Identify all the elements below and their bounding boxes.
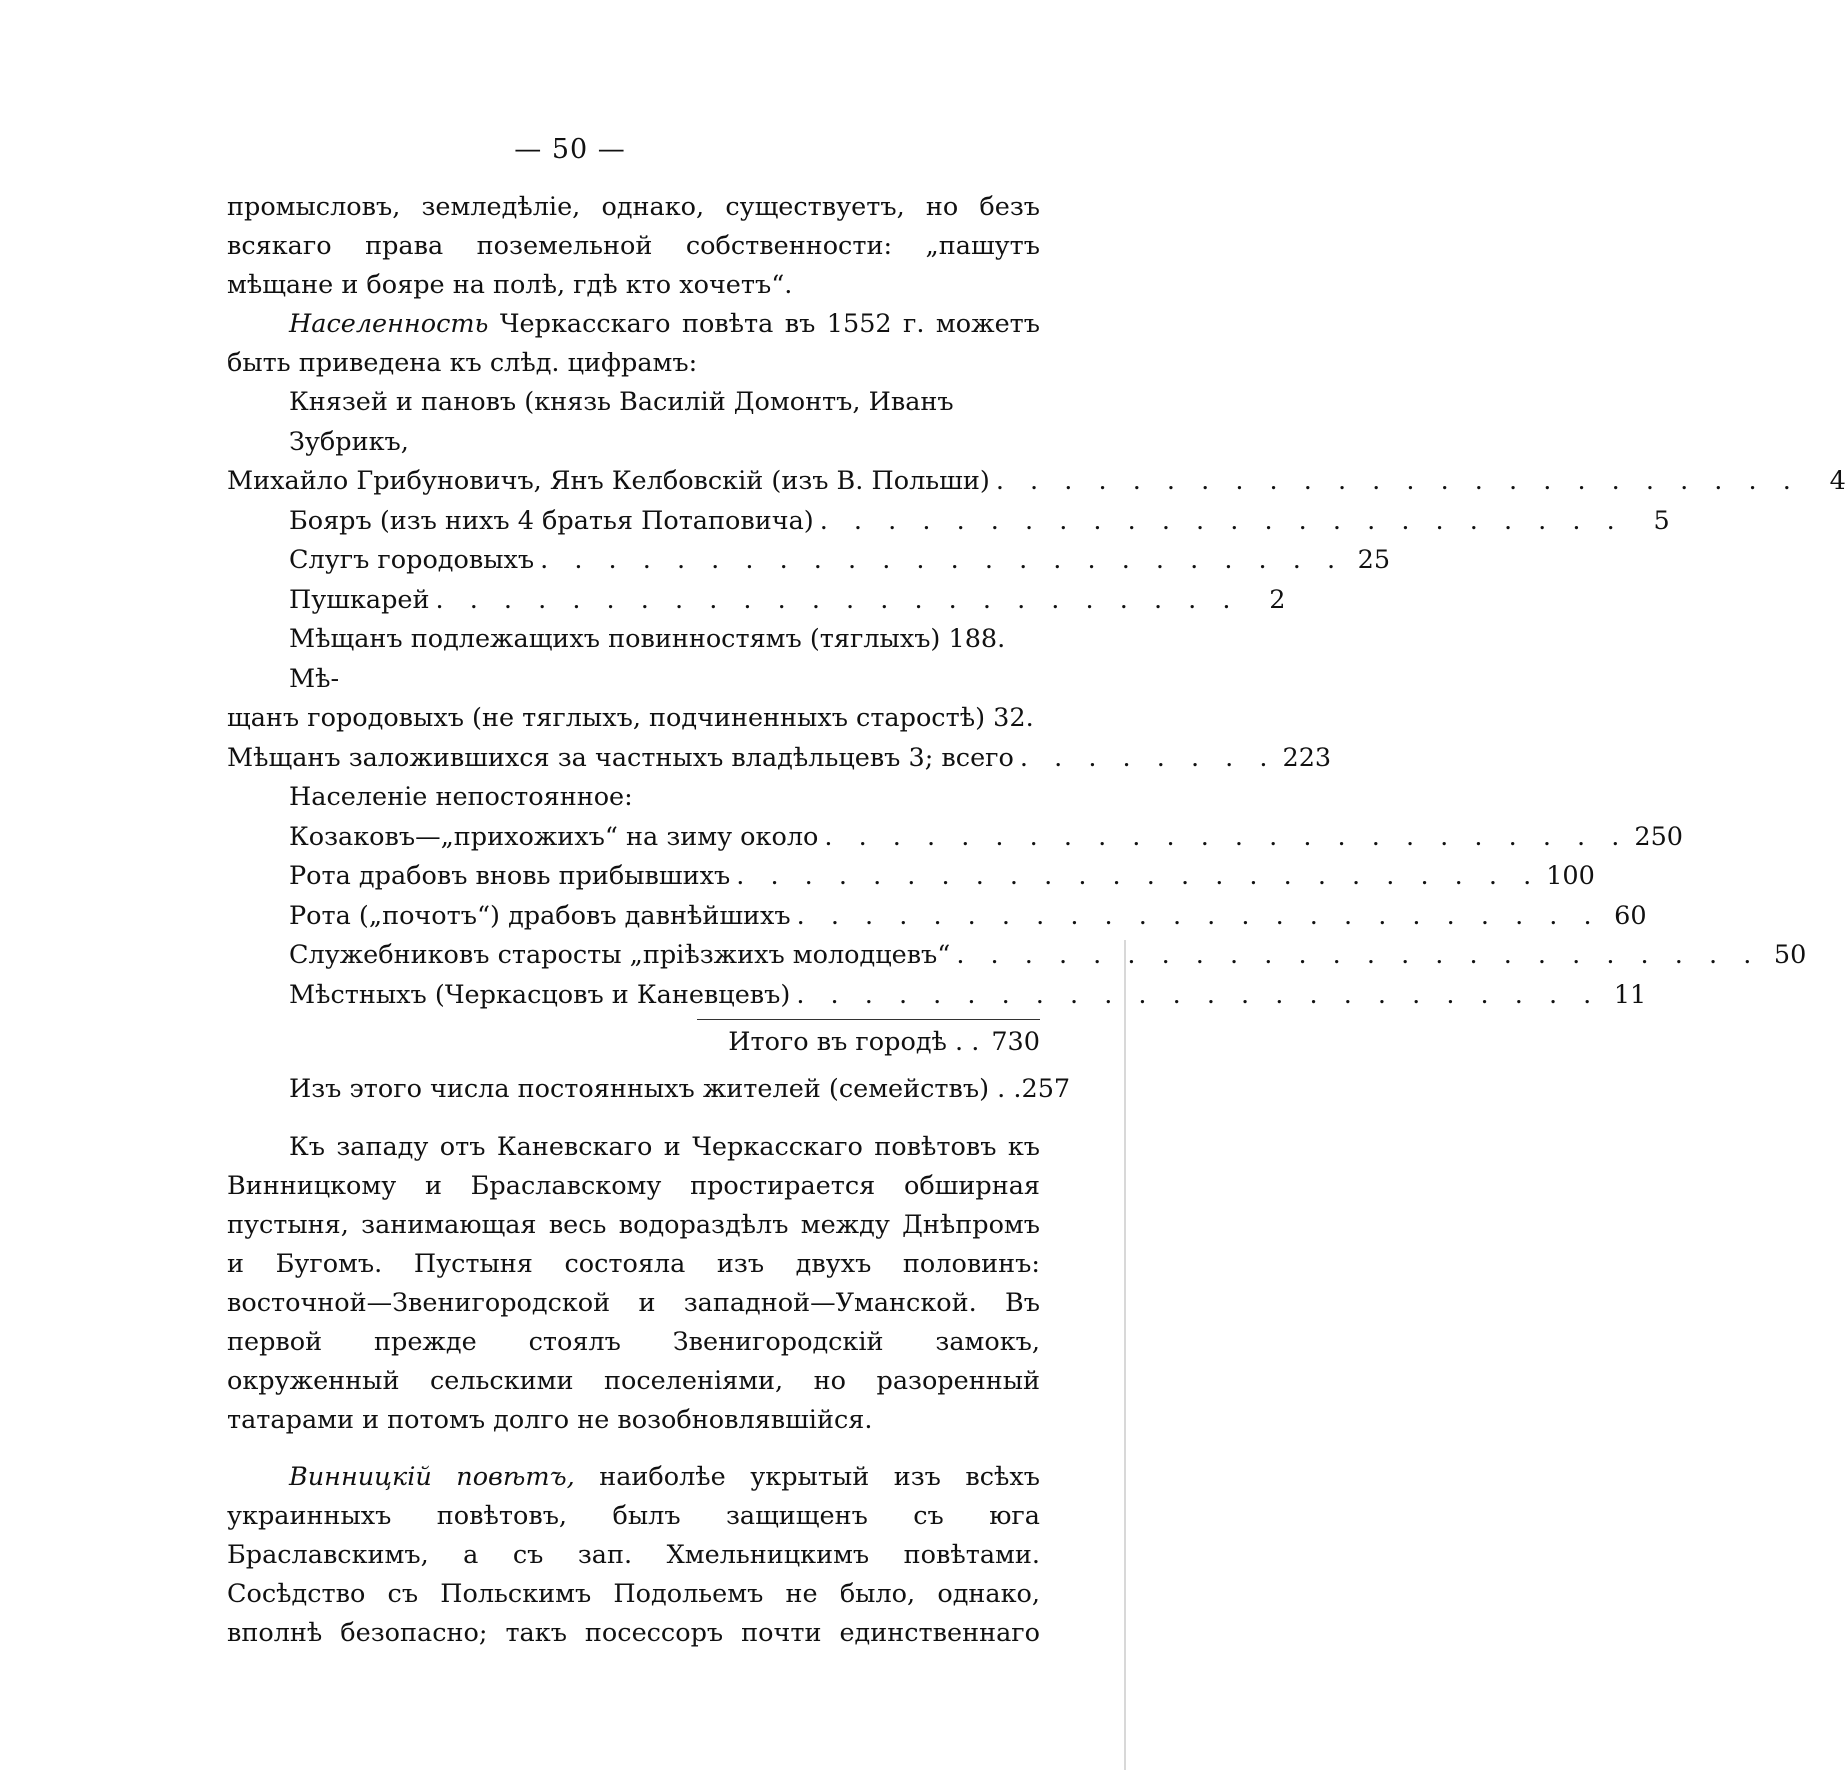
item-value: 250	[1634, 821, 1684, 852]
total-row	[227, 1022, 1040, 1062]
item-label: Пушкарей	[289, 584, 430, 615]
italic-heading-population: Населенность	[289, 309, 489, 339]
meshchane-line-2: щанъ городовыхъ (не тяглыхъ, подчиненныхъ старостѣ) 32.	[227, 703, 1034, 733]
leader-dots: . . . . . . . . . . . . . . . . . . . . . . . .	[736, 861, 1541, 891]
paragraph-vinnitsa-text: наиболѣе укрытый изъ всѣхъ украинныхъ повѣтовъ, былъ защищенъ съ юга Браславскимъ, а съ зап. Хмельницкимъ повѣтами. Сосѣдство съ Польскимъ Подольемъ не было, однако, вполнѣ безопасно; такъ посессоръ почти единственнаго	[227, 1461, 1040, 1648]
paragraph-population-text: Черкасскаго повѣта въ 1552 г. можетъ быть приведена къ слѣд. цифрамъ:	[227, 309, 1040, 378]
item-label: Рота драбовъ вновь прибывшихъ	[289, 861, 731, 891]
item-value: 11	[1613, 979, 1647, 1010]
item-value: 25	[1357, 545, 1391, 575]
nonpermanent-heading: Населеніе непостоянное:	[289, 782, 633, 812]
text-column	[227, 188, 1846, 1653]
list-item	[227, 897, 1647, 937]
leader-dots: . . . . . . . . . . . . . . . . . . . . . . . .	[824, 821, 1629, 852]
page-number: — 50 —	[514, 134, 626, 165]
list-item	[227, 818, 1684, 858]
princes-line-2: Михайло Грибуновичъ, Янъ Келбовскій (изъ В. Польши)	[227, 466, 990, 496]
item-label: Козаковъ—„прихожихъ“ на зиму около	[289, 821, 819, 852]
leader-dots: . . . . . . . . . . . . . . . . . . . . . . . .	[796, 900, 1601, 931]
list-item	[227, 976, 1647, 1016]
paragraph-population	[227, 305, 1040, 383]
princes-line-1: Князей и пановъ (князь Василій Домонтъ, Иванъ Зубрикъ,	[289, 387, 954, 457]
total-value: 730	[991, 1027, 1040, 1057]
leader-dots: . . . . . . . . . . . . . . . . . . . . . . . .	[819, 505, 1624, 536]
total-label: Итого въ городѣ . .	[728, 1027, 980, 1057]
permanent-value: 257	[1021, 1074, 1071, 1104]
permanent-row	[227, 1070, 1071, 1110]
leader-dots: . . . . . . . . . . . . . . . . . . . . . . . .	[796, 979, 1601, 1010]
meshchane-row	[227, 739, 1332, 779]
paragraph-continued: промысловъ, земледѣліе, однако, существуетъ, но безъ всякаго права поземельной собственности: „пашутъ мѣщане и бояре на полѣ, гдѣ кто хочетъ“.	[227, 192, 1040, 300]
list-item	[227, 857, 1595, 897]
item-value: 60	[1614, 900, 1647, 931]
item-label: Слугъ городовыхъ	[289, 545, 535, 575]
leader-dots: . . . . . . . . . . . . . . . . . . . . . . . .	[956, 940, 1761, 970]
italic-heading-vinnitsa: Винницкій повѣтъ,	[289, 1461, 575, 1492]
meshchane-value: 223	[1282, 742, 1332, 773]
item-label: Бояръ (изъ нихъ 4 братья Потаповича)	[289, 505, 814, 536]
page-edge-line	[1124, 940, 1126, 1770]
list-item	[227, 581, 1286, 621]
item-value: 2	[1269, 584, 1286, 615]
leader-dots: . . . . . . . .	[1019, 742, 1277, 773]
princes-row	[227, 462, 1846, 502]
princes-value: 4	[1829, 466, 1846, 496]
leader-dots: . . . . . . . . . . . . . . . . . . . . . . . .	[995, 466, 1800, 496]
leader-dots: . . . . . . . . . . . . . . . . . . . . . . . .	[540, 545, 1345, 575]
permanent-label: Изъ этого числа постоянныхъ жителей (семействъ) . .	[289, 1074, 1022, 1104]
list-item	[227, 541, 1391, 581]
item-label: Рота („почотъ“) драбовъ давнѣйшихъ	[289, 900, 791, 931]
leader-dots: . . . . . . . . . . . . . . . . . . . . . . . .	[435, 584, 1240, 615]
paragraph-desert: Къ западу отъ Каневскаго и Черкасскаго повѣтовъ къ Винницкому и Браславскому простирается обширная пустыня, занимающая весь водораздѣлъ между Днѣпромъ и Бугомъ. Пустыня состояла изъ двухъ половинъ: восточной—Звенигородской и западной—Уманской. Въ первой прежде стоялъ Звенигородскій замокъ, окруженный сельскими поселеніями, но разоренный татарами и потомъ долго не возобновлявшійся.	[227, 1131, 1040, 1435]
item-value: 5	[1653, 505, 1670, 536]
list-item	[227, 502, 1670, 542]
item-label: Служебниковъ старосты „пріѣзжихъ молодцевъ“	[289, 940, 951, 970]
meshchane-line-1: Мѣщанъ подлежащихъ повинностямъ (тяглыхъ) 188. Мѣ-	[289, 624, 1006, 694]
sum-rule	[697, 1019, 1040, 1020]
paragraph-vinnitsa	[227, 1458, 1040, 1653]
item-label: Мѣстныхъ (Черкасцовъ и Каневцевъ)	[289, 979, 791, 1010]
item-value: 100	[1546, 861, 1595, 891]
item-value: 50	[1773, 940, 1807, 970]
meshchane-line-3: Мѣщанъ заложившихся за частныхъ владѣльцевъ 3; всего	[227, 742, 1014, 773]
list-item	[227, 936, 1807, 976]
